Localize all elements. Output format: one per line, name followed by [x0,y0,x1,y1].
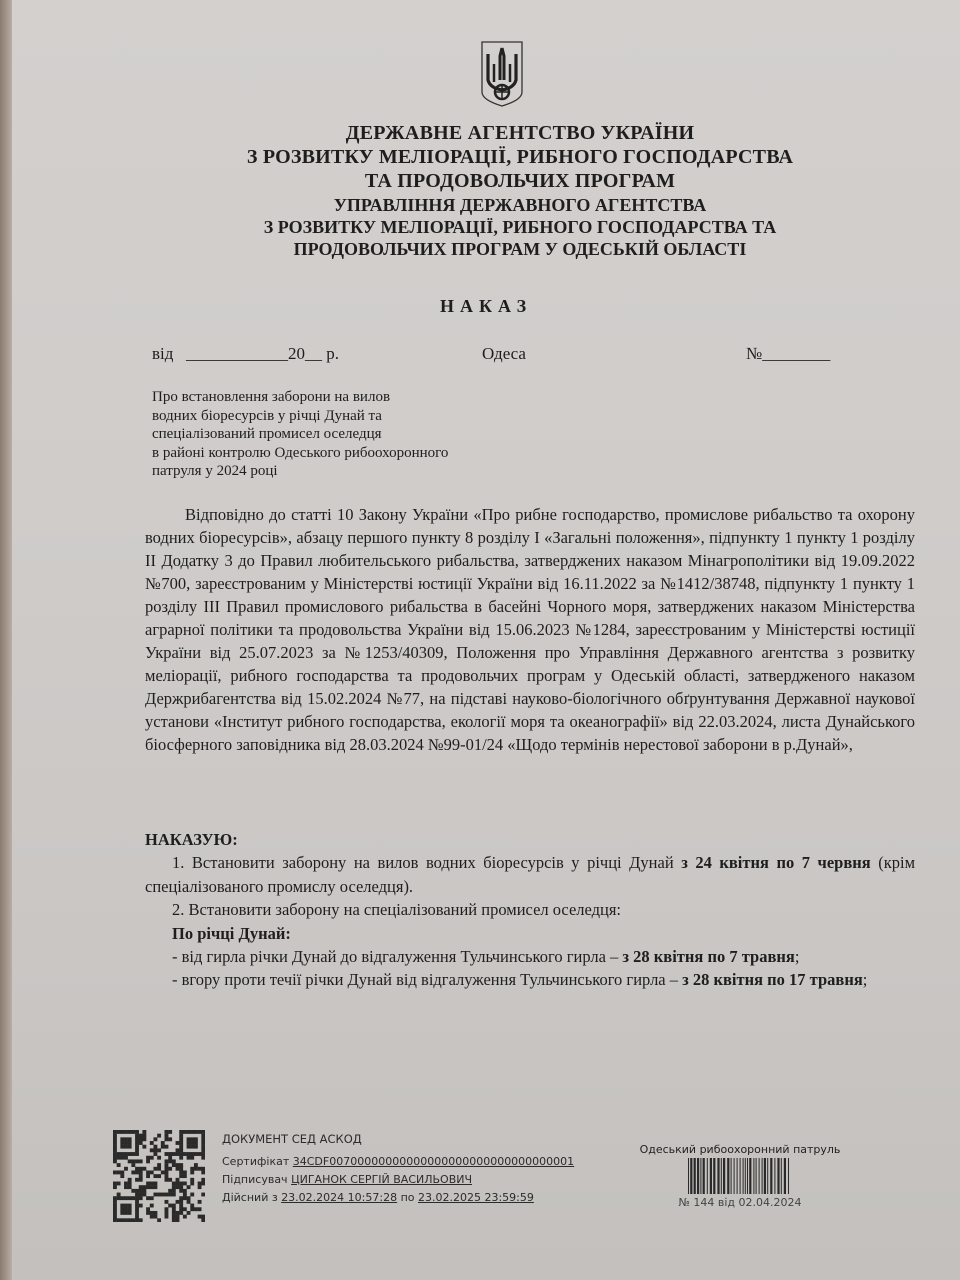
department-name-line-3: ПРОДОВОЛЬЧИХ ПРОГРАМ У ОДЕСЬКІЙ ОБЛАСТІ [293,239,747,259]
river-heading: По річці Дунай: [172,923,291,943]
valid-to-label: по [400,1191,415,1204]
signer-label: Підписувач [222,1173,288,1186]
item-1-period: з 24 квітня по 7 червня [681,853,871,873]
signer-value: ЦИГАНОК СЕРГІЙ ВАСИЛЬОВИЧ [291,1173,473,1186]
desk-edge [0,0,12,1280]
date-blank: ____________20__ р. [186,344,339,363]
certificate-value: 34CDF00700000000000000000000000000000001 [292,1155,575,1168]
valid-from-label: Дійсний з [222,1191,278,1204]
department-name-line-1: УПРАВЛІННЯ ДЕРЖАВНОГО АГЕНТСТВА [333,195,707,215]
order-bullet [145,945,915,968]
order-subject [152,388,512,481]
order-item-1 [145,851,915,898]
order-number-blank: №________ [746,344,831,363]
document-title: НАКАЗ [440,296,533,316]
bullet-period: з 28 квітня по 7 травня [622,947,795,967]
electronic-signature-block [222,1130,574,1207]
order-item-2: 2. Встановити заборону на спеціалізований промисел оселедця: [172,900,622,920]
bullet-tail: ; [794,947,800,967]
city: Одеса [482,344,526,363]
stamp-org: Одеський рибоохоронний патруль [639,1143,841,1156]
subject-line: в районі контролю Одеського рибоохоронного [152,444,449,461]
valid-to-value: 23.02.2025 23:59:59 [418,1191,534,1204]
bullet-text: - від гирла річки Дунай до відгалуження Тульчинського гирла – [172,947,623,967]
preamble-text: Відповідно до статті 10 Закону України «Про рибне господарство, промислове рибальство та охорону водних біоресурсів», абзацу першого пункту 8 розділу І «Загальні положення», підпункту 1 пункту 1 розділу ІІ Додатку 3 до Правил любительського рибальства, затверджених наказом Мінагрополітики від 19.09.2022 №700, зареєстрованим у Міністерстві юстиції України від 16.11.2022 за №1412/38748, підпункту 1 пункту 1 розділу ІІІ Правил промислового рибальства в басейні Чорного моря, затверджених наказом Міністерства аграрної політики та продовольства України від 15.06.2023 №1284, зареєстрованим у Міністерстві юстиції України від 25.07.2023 за №1253/40309, Положення про Управління Державного агентства з розвитку меліорації, рибного господарства та продовольчих програм у Одеській області, затвердженого наказом Держрибагентства від 15.02.2024 №77, на підставі науково-біологічного обґрунтування Державної наукової установи «Інститут рибного господарства, екології моря та океанографії» від 22.03.2024, листа Дунайського біосферного заповідника від 28.03.2024 №99-01/24 «Щодо термінів нерестової заборони в р.Дунай», [145,505,915,754]
agency-name-line-1: ДЕРЖАВНЕ АГЕНТСТВО УКРАЇНИ [345,122,695,144]
certificate-row [222,1153,574,1171]
subject-line: спеціалізований промисел оселедця [152,426,382,442]
coat-of-arms-icon [480,40,524,108]
certificate-label: Сертифікат [222,1155,290,1168]
signer-row [222,1171,574,1189]
order-section [145,828,915,992]
signature-title: ДОКУМЕНТ СЕД АСКОД [222,1132,362,1146]
agency-name-line-3: ТА ПРОДОВОЛЬЧИХ ПРОГРАМ [364,170,676,192]
subject-line: Про встановлення заборони на вилов [152,389,391,405]
order-heading: НАКАЗУЮ: [145,830,238,849]
bullet-period: з 28 квітня по 17 травня [682,970,863,990]
subject-line: патруля у 2024 році [152,463,278,479]
validity-row [222,1189,574,1207]
preamble [145,503,915,756]
valid-from-value: 23.02.2024 10:57:28 [281,1191,398,1204]
qr-code-icon [113,1130,205,1222]
stamp-number: № 144 від 02.04.2024 [678,1196,802,1209]
subject-line: водних біоресурсів у річці Дунай та [152,407,382,424]
item-1-text: 1. Встановити заборону на вилов водних біоресурсів у річці Дунай [172,853,682,873]
agency-name-line-2: З РОЗВИТКУ МЕЛІОРАЦІЇ, РИБНОГО ГОСПОДАРСТВА [246,146,794,168]
item-1-tail: (крім спеціалізованого промислу оселедця). [145,853,916,896]
department-name-line-2: З РОЗВИТКУ МЕЛІОРАЦІЇ, РИБНОГО ГОСПОДАРСТВА ТА [263,217,777,237]
bullet-text: - вгору проти течії річки Дунай від відгалуження Тульчинського гирла – [172,970,683,990]
registration-stamp [630,1143,850,1209]
bullet-tail: ; [862,970,868,990]
barcode-icon [686,1158,794,1194]
date-prefix: від [152,344,174,363]
order-bullet [145,968,915,991]
